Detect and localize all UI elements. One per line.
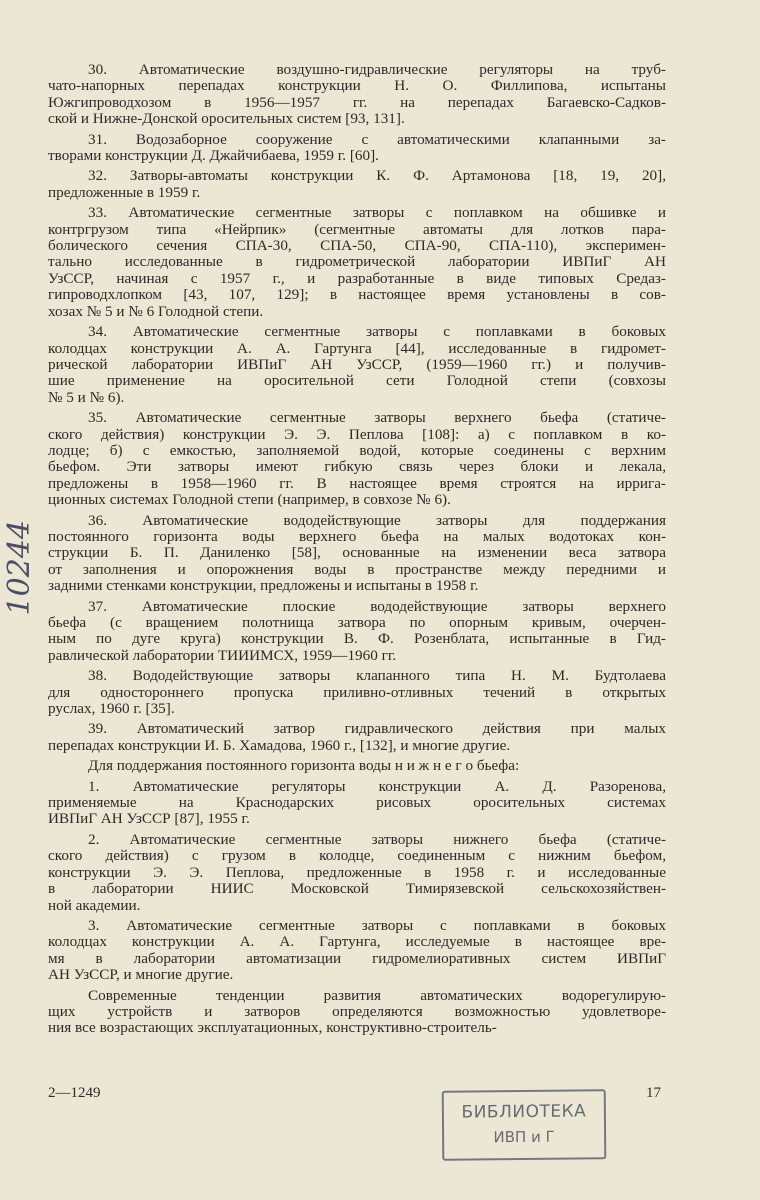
- paragraph: [48, 205, 666, 320]
- text-line: колодцах конструкции А. А. Гартунга [44], исследованные в гидромет-: [48, 339, 666, 357]
- paragraph: [48, 721, 666, 754]
- text-line: предложенные в 1959 г.: [48, 183, 201, 201]
- text-line: 34. Автоматические сегментные затворы с поплавками в боковых: [88, 323, 666, 341]
- text-line: лодце; б) с емкостью, заполняемой водой, которые соединены с верхним: [48, 441, 666, 459]
- text-line: ной академии.: [48, 896, 141, 914]
- paragraph: [48, 513, 666, 595]
- paragraph: [48, 779, 666, 828]
- text-line: творами конструкции Д. Джайчибаева, 1959 г. [60].: [48, 147, 379, 165]
- text-line: ского действия) с грузом в колодце, соединенным с нижним бьефом,: [48, 847, 666, 865]
- paragraph: [48, 324, 666, 406]
- text-line: 3. Автоматические сегментные затворы с поплавками в боковых: [88, 916, 666, 934]
- body-text: [48, 62, 666, 1041]
- text-line: постоянного горизонта воды верхнего бьефа на малых водотоках кон-: [48, 527, 666, 545]
- text-line: бьефом. Эти затворы имеют гибкую связь через блоки и лекала,: [48, 458, 666, 476]
- text-line: ИВПиГ АН УзССР [87], 1955 г.: [48, 810, 250, 828]
- paragraph: [48, 668, 666, 717]
- text-line: для одностороннего пропуска приливно-отливных течений в открытых: [48, 683, 666, 701]
- paragraph: [48, 988, 666, 1037]
- print-code: 2—1249: [48, 1085, 101, 1101]
- stamp-line-1: БИБЛИОТЕКА: [461, 1101, 587, 1123]
- text-line: задними стенками конструкции, предложены и испытаны в 1958 г.: [48, 577, 479, 595]
- text-line: равлической лаборатории ТИИИМСХ, 1959—1960 гг.: [48, 646, 397, 664]
- text-line: Современные тенденции развития автоматических водорегулирую-: [88, 986, 666, 1004]
- paragraph: [48, 599, 666, 665]
- text-line: руслах, 1960 г. [35].: [48, 700, 175, 718]
- paragraph: [48, 832, 666, 914]
- text-line: ния все возрастающих эксплуатационных, конструктивно-строитель-: [48, 1019, 497, 1037]
- handwritten-inventory-number: 10244: [2, 520, 37, 616]
- text-line: 35. Автоматические сегментные затворы верхнего бьефа (статиче-: [88, 409, 666, 427]
- text-line: 30. Автоматические воздушно-гидравлические регуляторы на труб-: [88, 61, 666, 78]
- text-line: гипроводхлопком [43, 107, 129]; в настоящее время установлены в сов-: [48, 286, 666, 304]
- text-line: конструкции Э. Э. Пеплова, предложенные в 1958 г. и исследованные: [48, 863, 666, 881]
- text-line: применяемые на Краснодарских рисовых оросительных системах: [48, 794, 666, 812]
- paragraph: [48, 132, 666, 165]
- text-line: Для поддержания постоянного горизонта воды н и ж н е г о бьефа:: [88, 757, 520, 775]
- paragraph: [48, 168, 666, 201]
- paragraph: [48, 918, 666, 984]
- text-line: перепадах конструкции И. Б. Хамадова, 1960 г., [132], и многие другие.: [48, 736, 511, 754]
- text-line: колодцах конструкции А. А. Гартунга, исследуемые в настоящее вре-: [48, 933, 666, 951]
- text-line: предложены в 1958—1960 гг. В настоящее время строятся на ирригa-: [48, 474, 666, 492]
- text-line: ным по дуге круга) конструкции В. Ф. Розенблата, испытанные в Гид-: [48, 630, 666, 648]
- text-line: хозах № 5 и № 6 Голодной степи.: [48, 302, 264, 320]
- text-line: щих устройств и затворов определяются возможностью удовлетворе-: [48, 1002, 666, 1020]
- text-line: ского действия) конструкции Э. Э. Пеплова [108]: а) с поплавком в ко-: [48, 425, 666, 443]
- text-line: 38. Вододействующие затворы клапанного типа Н. М. Будтолаева: [88, 667, 666, 685]
- text-line: болического сечения СПА-30, СПА-50, СПА-90, СПА-110), эксперимен-: [48, 237, 666, 255]
- library-stamp: [442, 1089, 607, 1160]
- text-line: 39. Автоматический затвор гидравлического действия при малых: [88, 720, 666, 738]
- text-line: 37. Автоматические плоские вододействующие затворы верхнего: [88, 597, 666, 615]
- text-line: от заполнения и опорожнения воды в пространстве между передними и: [48, 560, 666, 578]
- text-line: ционных системах Голодной степи (например, в совхозе № 6).: [48, 491, 451, 509]
- text-line: 31. Водозаборное сооружение с автоматическими клапанными за-: [88, 130, 666, 148]
- text-line: 32. Затворы-автоматы конструкции К. Ф. Артамонова [18, 19, 20],: [88, 167, 666, 185]
- paragraph: [48, 410, 666, 508]
- text-line: бьефа (с вращением полотнища затвора по опорным кривым, очерчен-: [48, 614, 666, 631]
- text-line: ской и Нижне-Донской оросительных систем [93, 131].: [48, 110, 405, 128]
- text-line: УзССР, начиная с 1957 г., и разработанные в виде типовых Средаз-: [48, 269, 666, 287]
- text-line: мя в лаборатории автоматизации гидромелиоративных систем ИВПиГ: [48, 949, 666, 967]
- page-number: 17: [646, 1085, 661, 1101]
- text-line: 2. Автоматические сегментные затворы нижнего бьефа (статиче-: [88, 830, 666, 848]
- text-line: Южгипроводхозом в 1956—1957 гг. на перепадах Багаевско-Садков-: [48, 93, 666, 111]
- text-line: тально исследованные в гидрометрической лаборатории ИВПиГ АН: [48, 253, 666, 271]
- paragraph: [48, 62, 666, 128]
- stamp-line-2: ИВП и Г: [493, 1127, 555, 1147]
- text-line: АН УзССР, и многие другие.: [48, 966, 234, 984]
- text-line: № 5 и № 6).: [48, 388, 125, 406]
- text-line: шие применение на оросительной сети Голодной степи (совхозы: [48, 372, 666, 390]
- text-line: струкции Б. П. Даниленко [58], основанные на изменении веса затвора: [48, 544, 666, 562]
- paragraph: [48, 758, 666, 774]
- text-line: в лаборатории НИИС Московской Тимирязевской сельскохозяйствен-: [48, 880, 666, 898]
- text-line: контргрузом типа «Нейрпик» (сегментные автоматы для лотков пара-: [48, 220, 666, 238]
- text-line: 36. Автоматические вододействующие затворы для поддержания: [88, 511, 666, 529]
- text-line: чато-напорных перепадах конструкции Н. О. Филлипова, испытаны: [48, 77, 666, 95]
- text-line: рической лаборатории ИВПиГ АН УзССР, (1959—1960 гг.) и получив-: [48, 355, 666, 373]
- text-line: 1. Автоматические регуляторы конструкции А. Д. Разоренова,: [88, 777, 666, 795]
- text-line: 33. Автоматические сегментные затворы с поплавком на обшивке и: [88, 204, 666, 222]
